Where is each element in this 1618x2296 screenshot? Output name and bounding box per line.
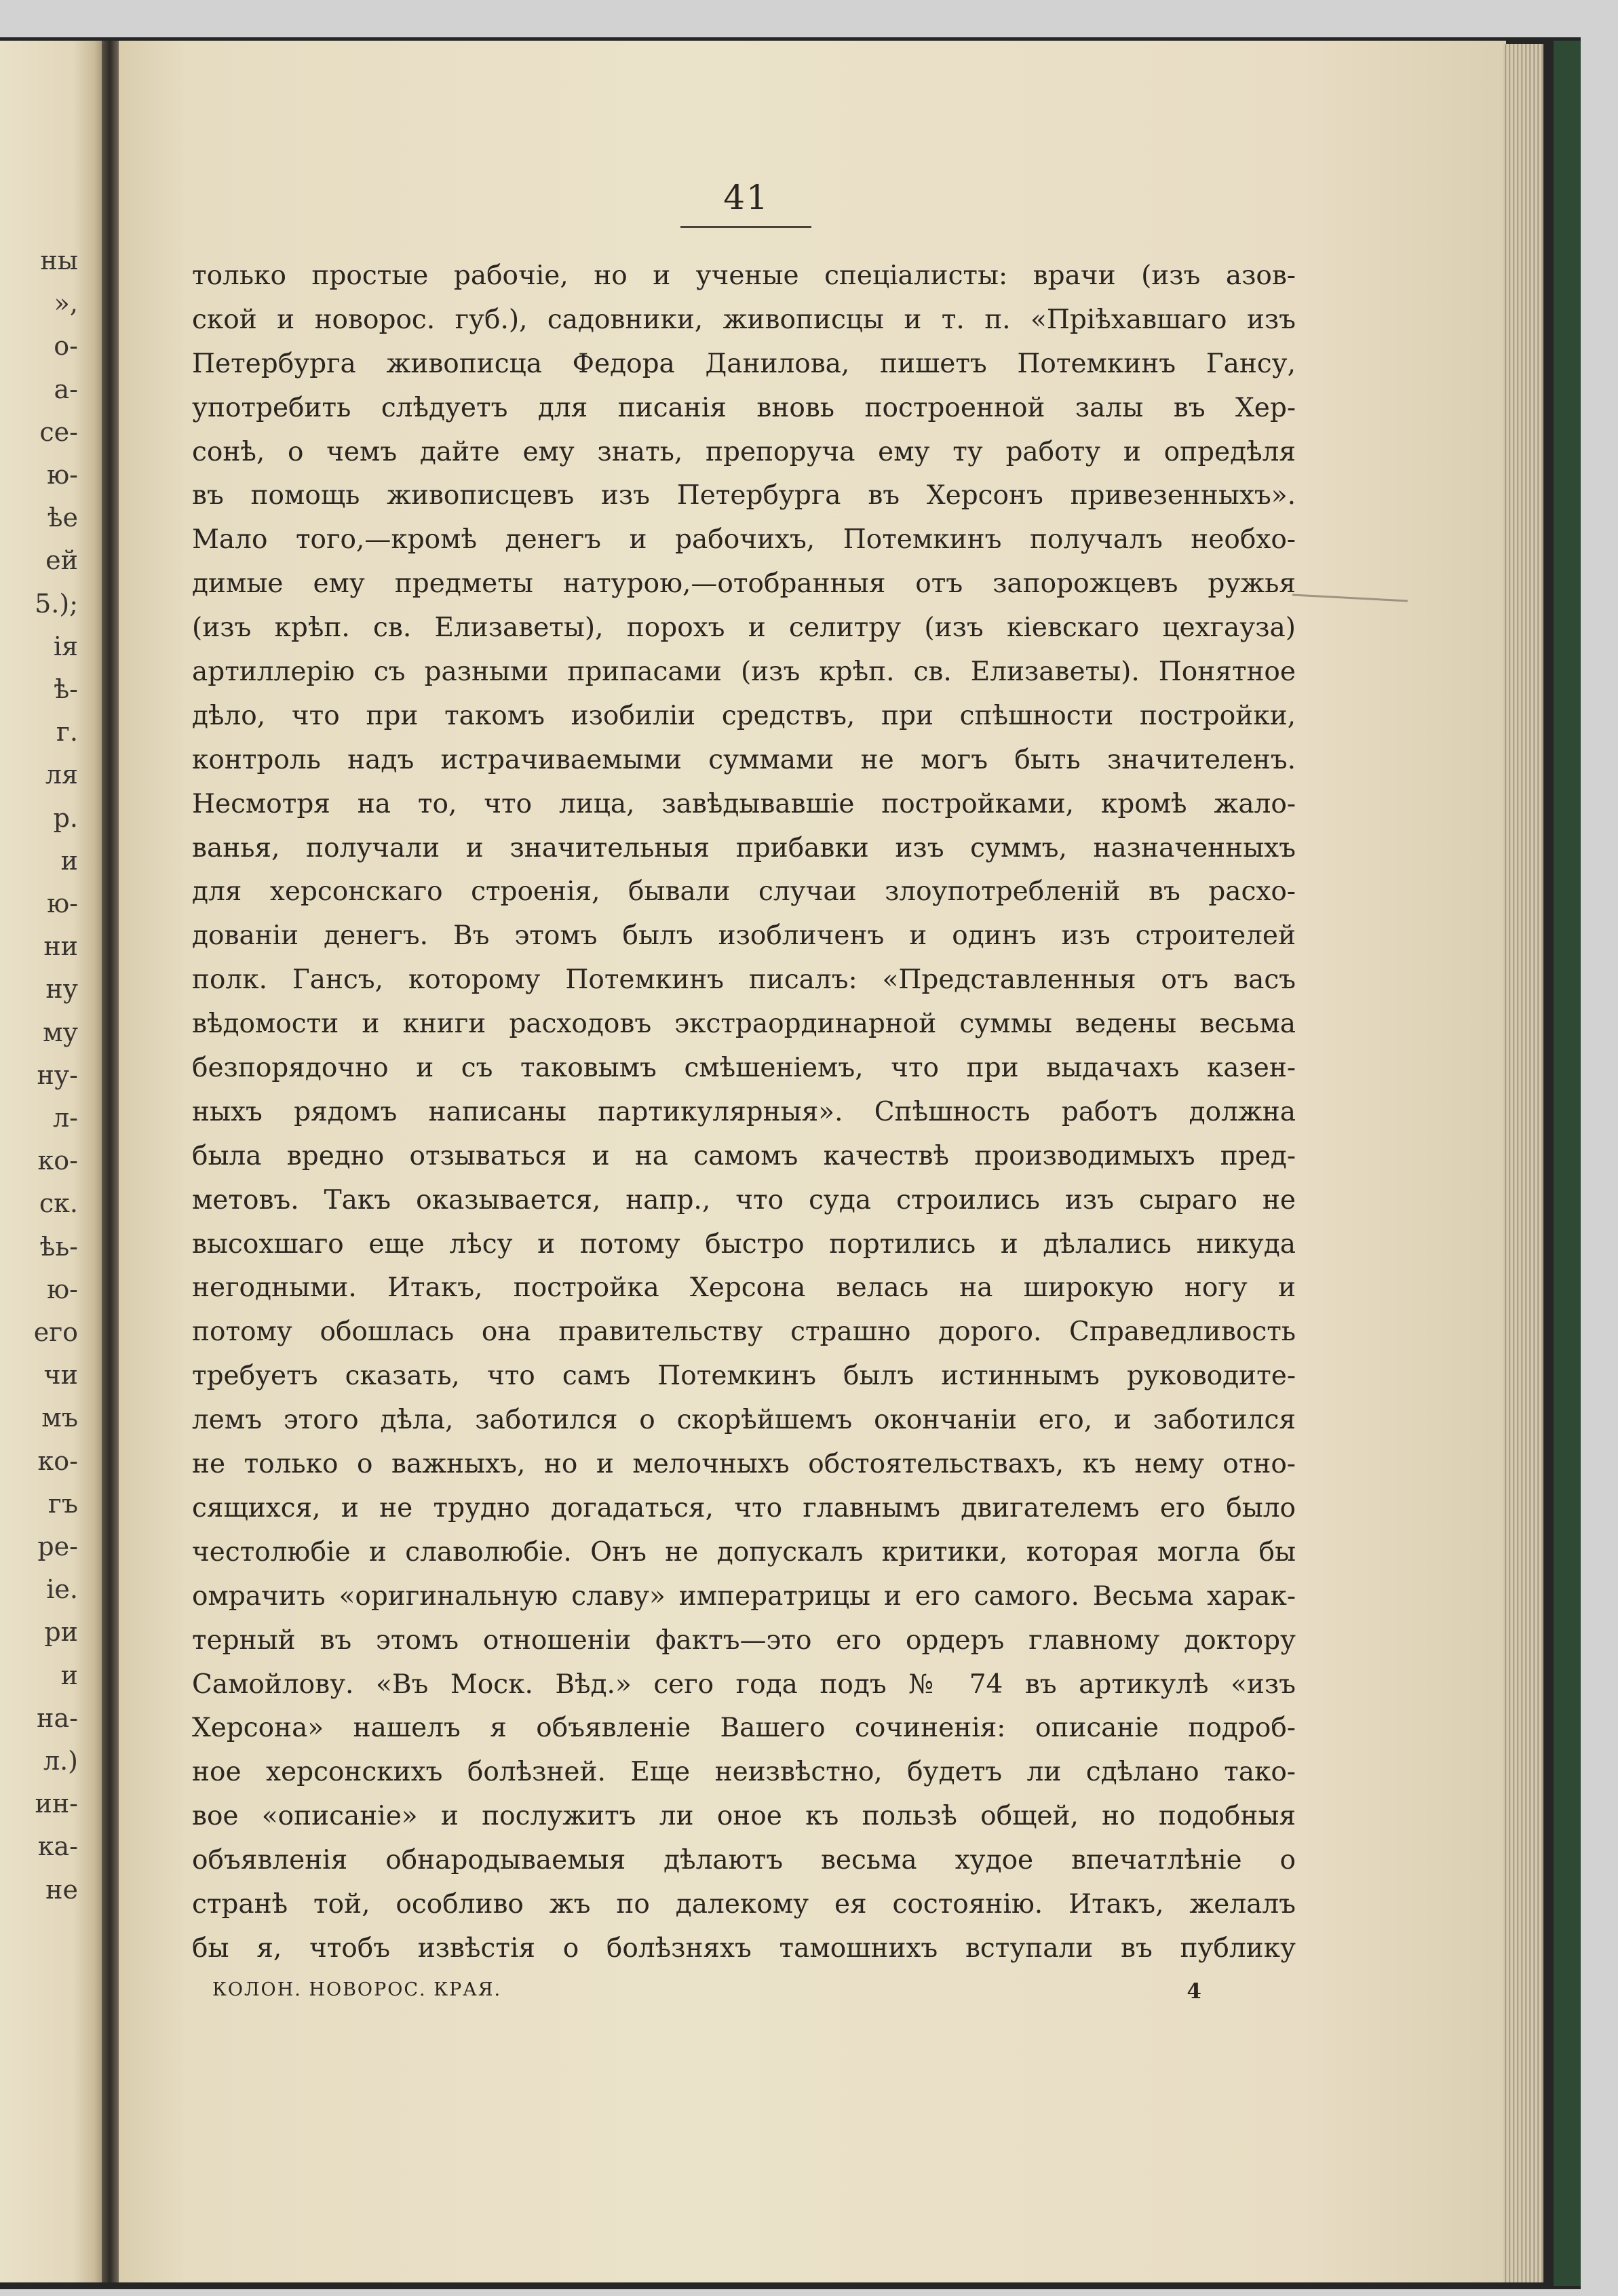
previous-page — [0, 41, 105, 2282]
previous-page-fragment: ѣе — [47, 503, 78, 533]
previous-page-fragment: мъ — [41, 1403, 78, 1433]
text-line: димые ему предметы натурою,—отобранныя отъ запорожцевъ ружья — [192, 568, 1296, 600]
body-text — [192, 254, 1296, 1971]
text-line: контроль надъ истрачиваемыми суммами не могъ быть значителенъ. — [192, 744, 1296, 775]
previous-page-fragment: гъ — [47, 1488, 78, 1519]
text-line: Самойлову. «Въ Моск. Вѣд.» сего года подъ № 74 въ артикулѣ «изъ — [192, 1669, 1296, 1700]
text-line: въ помощь живописцевъ изъ Петербурга въ Херсонъ привезенныхъ». — [192, 480, 1296, 511]
previous-page-fragment: ни — [43, 931, 78, 962]
previous-page-fragment: его — [33, 1317, 78, 1347]
previous-page-fragment: о- — [54, 331, 78, 362]
text-line: требуетъ сказать, что самъ Потемкинъ былъ истиннымъ руководите- — [192, 1361, 1296, 1392]
text-line: терный въ этомъ отношеніи фактъ—это его ордеръ главному доктору — [192, 1624, 1296, 1656]
previous-page-fragment: ну — [45, 974, 78, 1005]
previous-page-fragment: ко- — [37, 1146, 78, 1176]
text-line: сящихся, и не трудно догадаться, что главнымъ двигателемъ его было — [192, 1492, 1296, 1523]
previous-page-fragment: », — [54, 288, 78, 319]
text-line: дѣло, что при такомъ изобиліи средствъ, при спѣшности постройки, — [192, 700, 1296, 731]
previous-page-fragment: ин- — [35, 1789, 78, 1819]
previous-page-fragment: 5.); — [35, 588, 78, 619]
previous-page-fragment: ю- — [47, 889, 78, 918]
text-line: честолюбіе и славолюбіе. Онъ не допускалъ критики, которая могла бы — [192, 1536, 1296, 1568]
text-line: потому обошлась она правительству страшно дорого. Справедливость — [192, 1317, 1296, 1348]
page-footer — [212, 1979, 1203, 2004]
previous-page-fragment: л- — [53, 1103, 78, 1133]
text-line: негодными. Итакъ, постройка Херсона велась на широкую ногу и — [192, 1272, 1296, 1304]
previous-page-fragment: ля — [45, 760, 78, 790]
text-line: Мало того,—кромѣ денегъ и рабочихъ, Потемкинъ получалъ необхо- — [192, 524, 1296, 556]
signature-number: 4 — [1187, 1979, 1203, 2004]
previous-page-fragment: чи — [43, 1360, 78, 1390]
text-line: не только о важныхъ, но и мелочныхъ обстоятельствахъ, къ нему отно- — [192, 1449, 1296, 1480]
page-number-rule — [680, 226, 811, 228]
text-line: только простые рабочіе, но и ученые спеціалисты: врачи (изъ азов- — [192, 260, 1296, 291]
text-line: объявленія обнародываемыя дѣлаютъ весьма худое впечатлѣніе о — [192, 1845, 1296, 1876]
previous-page-fragment: ка- — [37, 1831, 78, 1862]
previous-page-fragment: ю- — [47, 460, 78, 490]
text-line: полк. Гансъ, которому Потемкинъ писалъ: «Представленныя отъ васъ — [192, 965, 1296, 996]
text-line: сонѣ, о чемъ дайте ему знать, препоруча ему ту работу и опредѣля — [192, 436, 1296, 467]
previous-page-fragment: ск. — [39, 1188, 78, 1219]
previous-page-fragment: ны — [40, 246, 78, 275]
text-line: странѣ той, особливо жъ по далекому ея состоянію. Итакъ, желалъ — [192, 1888, 1296, 1920]
previous-page-fragment: се- — [39, 416, 78, 447]
previous-page-fragment: на- — [37, 1702, 78, 1733]
previous-page-fragment: ри — [44, 1617, 78, 1648]
previous-page-fragment: не — [45, 1874, 78, 1905]
previous-page-fragment: г. — [56, 717, 78, 747]
text-line: артиллерію съ разными припасами (изъ крѣп. св. Елизаветы). Понятное — [192, 657, 1296, 688]
page-edges — [1503, 44, 1543, 2282]
text-line: была вредно отзываться и на самомъ качествѣ производимыхъ пред- — [192, 1140, 1296, 1171]
text-line: ванья, получали и значительныя прибавки изъ суммъ, назначенныхъ — [192, 832, 1296, 863]
previous-page-fragment: ну- — [37, 1059, 78, 1090]
text-line: высохшаго еще лѣсу и потому быстро портились и дѣлались никуда — [192, 1228, 1296, 1260]
previous-page-fragment: и — [60, 1660, 78, 1690]
previous-page-fragment: ія — [53, 631, 78, 661]
text-line: лемъ этого дѣла, заботился о скорѣйшемъ окончаніи его, и заботился — [192, 1405, 1296, 1436]
previous-page-fragment: ѣь- — [39, 1231, 78, 1262]
previous-page-fragment: а- — [54, 374, 78, 404]
text-line: Херсона» нашелъ я объявленіе Вашего сочиненія: описаніе подроб- — [192, 1713, 1296, 1744]
text-line: вѣдомости и книги расходовъ экстраординарной суммы ведены весьма — [192, 1009, 1296, 1040]
previous-page-fragment: іе. — [46, 1574, 78, 1605]
text-line: ской и новорос. губ.), садовники, живописцы и т. п. «Пріѣхавшаго изъ — [192, 304, 1296, 335]
signature-title: КОЛОН. НОВОРОС. КРАЯ. — [212, 1979, 502, 2000]
text-line: ное херсонскихъ болѣзней. Еще неизвѣстно, будетъ ли сдѣлано тако- — [192, 1757, 1296, 1788]
text-line: метовъ. Такъ оказывается, напр., что суда строились изъ сыраго не — [192, 1184, 1296, 1215]
text-line: (изъ крѣп. св. Елизаветы), порохъ и селитру (изъ кіевскаго цехгауза) — [192, 612, 1296, 644]
text-line: омрачить «оригинальную славу» императрицы и его самого. Весьма харак- — [192, 1580, 1296, 1612]
previous-page-fragment: и — [60, 845, 78, 876]
previous-page-fragment: ко- — [37, 1445, 78, 1476]
previous-page-fragment: ѣ- — [54, 674, 78, 704]
text-line: Петербурга живописца Федора Данилова, пишетъ Потемкинъ Гансу, — [192, 348, 1296, 379]
text-line: дованіи денегъ. Въ этомъ былъ изобличенъ и одинъ изъ строителей — [192, 920, 1296, 952]
text-line: употребить слѣдуетъ для писанія вновь построенной залы въ Хер- — [192, 392, 1296, 423]
text-line: бы я, чтобъ извѣстія о болѣзняхъ тамошнихъ вступали въ публику — [192, 1932, 1296, 1964]
previous-page-fragment: му — [43, 1017, 78, 1047]
previous-page-fragment: ре- — [37, 1532, 78, 1561]
previous-page-fragment: ей — [45, 545, 78, 576]
page-number: 41 — [723, 178, 769, 217]
text-line: безпорядочно и съ таковымъ смѣшеніемъ, что при выдачахъ казен- — [192, 1053, 1296, 1084]
previous-page-fragment: л.) — [43, 1746, 78, 1776]
book-cover-edge — [1554, 41, 1581, 2286]
previous-page-fragment: р. — [53, 802, 78, 833]
text-line: для херсонскаго строенія, бывали случаи злоупотребленій въ расхо- — [192, 876, 1296, 908]
previous-page-fragment: ю- — [47, 1274, 78, 1304]
text-line: Несмотря на то, что лица, завѣдывавшіе постройками, кромѣ жало- — [192, 788, 1296, 819]
text-line: вое «описаніе» и послужитъ ли оное къ пользѣ общей, но подобныя — [192, 1801, 1296, 1832]
text-line: ныхъ рядомъ написаны партикулярныя». Спѣшность работъ должна — [192, 1096, 1296, 1127]
